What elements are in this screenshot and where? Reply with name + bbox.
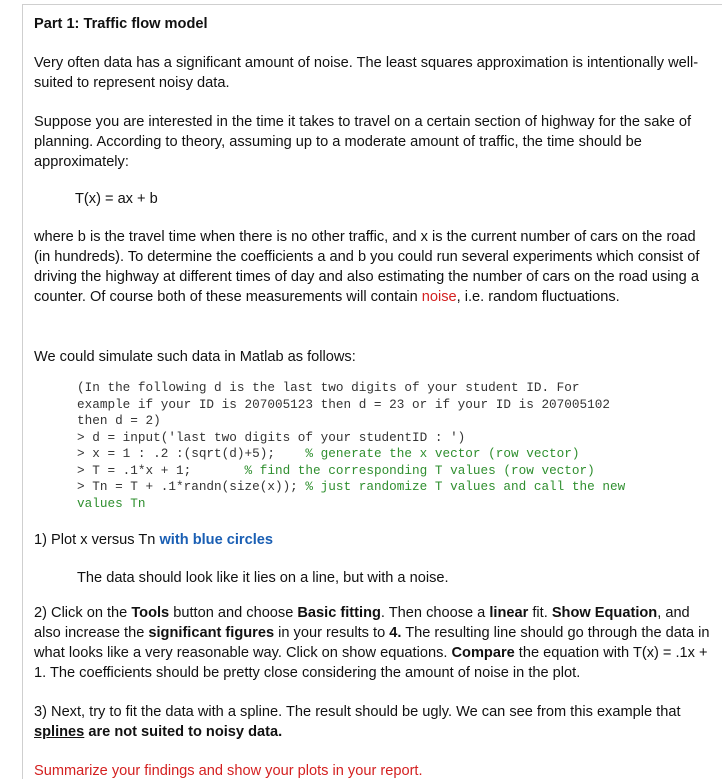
code-statement: > Tn = T + .1*randn(size(x)); [77, 479, 306, 494]
code-comment: % find the corresponding T values (row vector) [244, 462, 595, 478]
noise-highlight: noise [421, 289, 457, 305]
basic-fitting-emphasis: Basic fitting [297, 605, 381, 621]
explanation-text-end: , i.e. random fluctuations. [456, 289, 620, 305]
step-1-emphasis: with blue circles [159, 532, 273, 548]
code-comment: % just randomize T values and call the new [305, 479, 626, 494]
code-line [77, 463, 717, 480]
model-formula: T(x) = ax + b [75, 191, 158, 207]
step-2-text: The resulting line should go through the data in what looks like a very reasonable way. Click on show equations. [34, 625, 710, 661]
step-3-text: 3) Next, try to fit the data with a spline. The result should be ugly. We can see from this example that [34, 704, 681, 720]
explanation-text-start: where b is the travel time when there is no other traffic, and x is the current number of cars on the road (in hundreds). To determine the coefficients a and b you could run several experiments which consist of driving the highway at different times of day and also estimating the number of cars on the road using a counter. Of course both of these measurements will contain [34, 229, 700, 305]
code-statement: > x = 1 : .2 :(sqrt(d)+5); [77, 446, 306, 461]
code-comment: % generate the x vector (row vector) [305, 446, 580, 461]
step-2-text: fit. [528, 605, 552, 621]
code-statement: > T = .1*x + 1; [77, 462, 245, 478]
step-2-text: button and choose [169, 605, 298, 621]
code-line [77, 479, 717, 496]
show-equation-emphasis: Show Equation [551, 605, 658, 621]
code-line [77, 446, 717, 463]
tools-emphasis: Tools [131, 605, 170, 621]
step-2-text: the equation with T(x) = .1x + 1. The coefficients should be pretty close considering the amount of noise in the plot. [34, 645, 708, 681]
step-2-text: . Then choose a [380, 605, 490, 621]
step-2-text: 2) Click on the [34, 605, 132, 621]
step-2-instruction [34, 603, 712, 683]
step-1-text: 1) Plot x versus Tn [34, 532, 160, 548]
step-1-note: The data should look like it lies on a line, but with a noise. [77, 570, 449, 586]
digits-emphasis: 4. [389, 625, 402, 641]
context-paragraph: Suppose you are interested in the time it takes to travel on a certain section of highway for the sake of planning. According to theory, assuming up to a moderate amount of traffic, the time should be approximately: [34, 114, 692, 170]
code-comment: values Tn [77, 495, 146, 511]
section-title: Part 1: Traffic flow model [34, 16, 208, 32]
summary-instruction: Summarize your findings and show your plots in your report. [34, 763, 423, 779]
simulation-intro: We could simulate such data in Matlab as follows: [34, 349, 356, 365]
compare-emphasis: Compare [451, 645, 515, 661]
step-1-instruction [34, 530, 273, 550]
step-3-instruction [34, 702, 710, 742]
step-3-conclusion: are not suited to noisy data. [84, 724, 283, 740]
code-line: (In the following d is the last two digits of your student ID. For [77, 380, 580, 395]
code-line: then d = 2) [77, 413, 161, 428]
code-line: example if your ID is 207005123 then d = 23 or if your ID is 207005102 [77, 396, 610, 412]
step-2-text: , and also increase the [34, 605, 690, 641]
splines-emphasis: splines [34, 724, 85, 740]
significant-figures-emphasis: significant figures [148, 625, 275, 641]
explanation-paragraph [34, 227, 712, 307]
intro-paragraph: Very often data has a significant amount of noise. The least squares approximation is intentionally well-suited to represent noisy data. [34, 55, 699, 91]
matlab-code-block [77, 380, 717, 512]
step-2-text: in your results to [274, 625, 390, 641]
code-line: > d = input('last two digits of your studentID : ') [77, 429, 466, 445]
linear-emphasis: linear [489, 605, 529, 621]
document-page [22, 4, 722, 779]
